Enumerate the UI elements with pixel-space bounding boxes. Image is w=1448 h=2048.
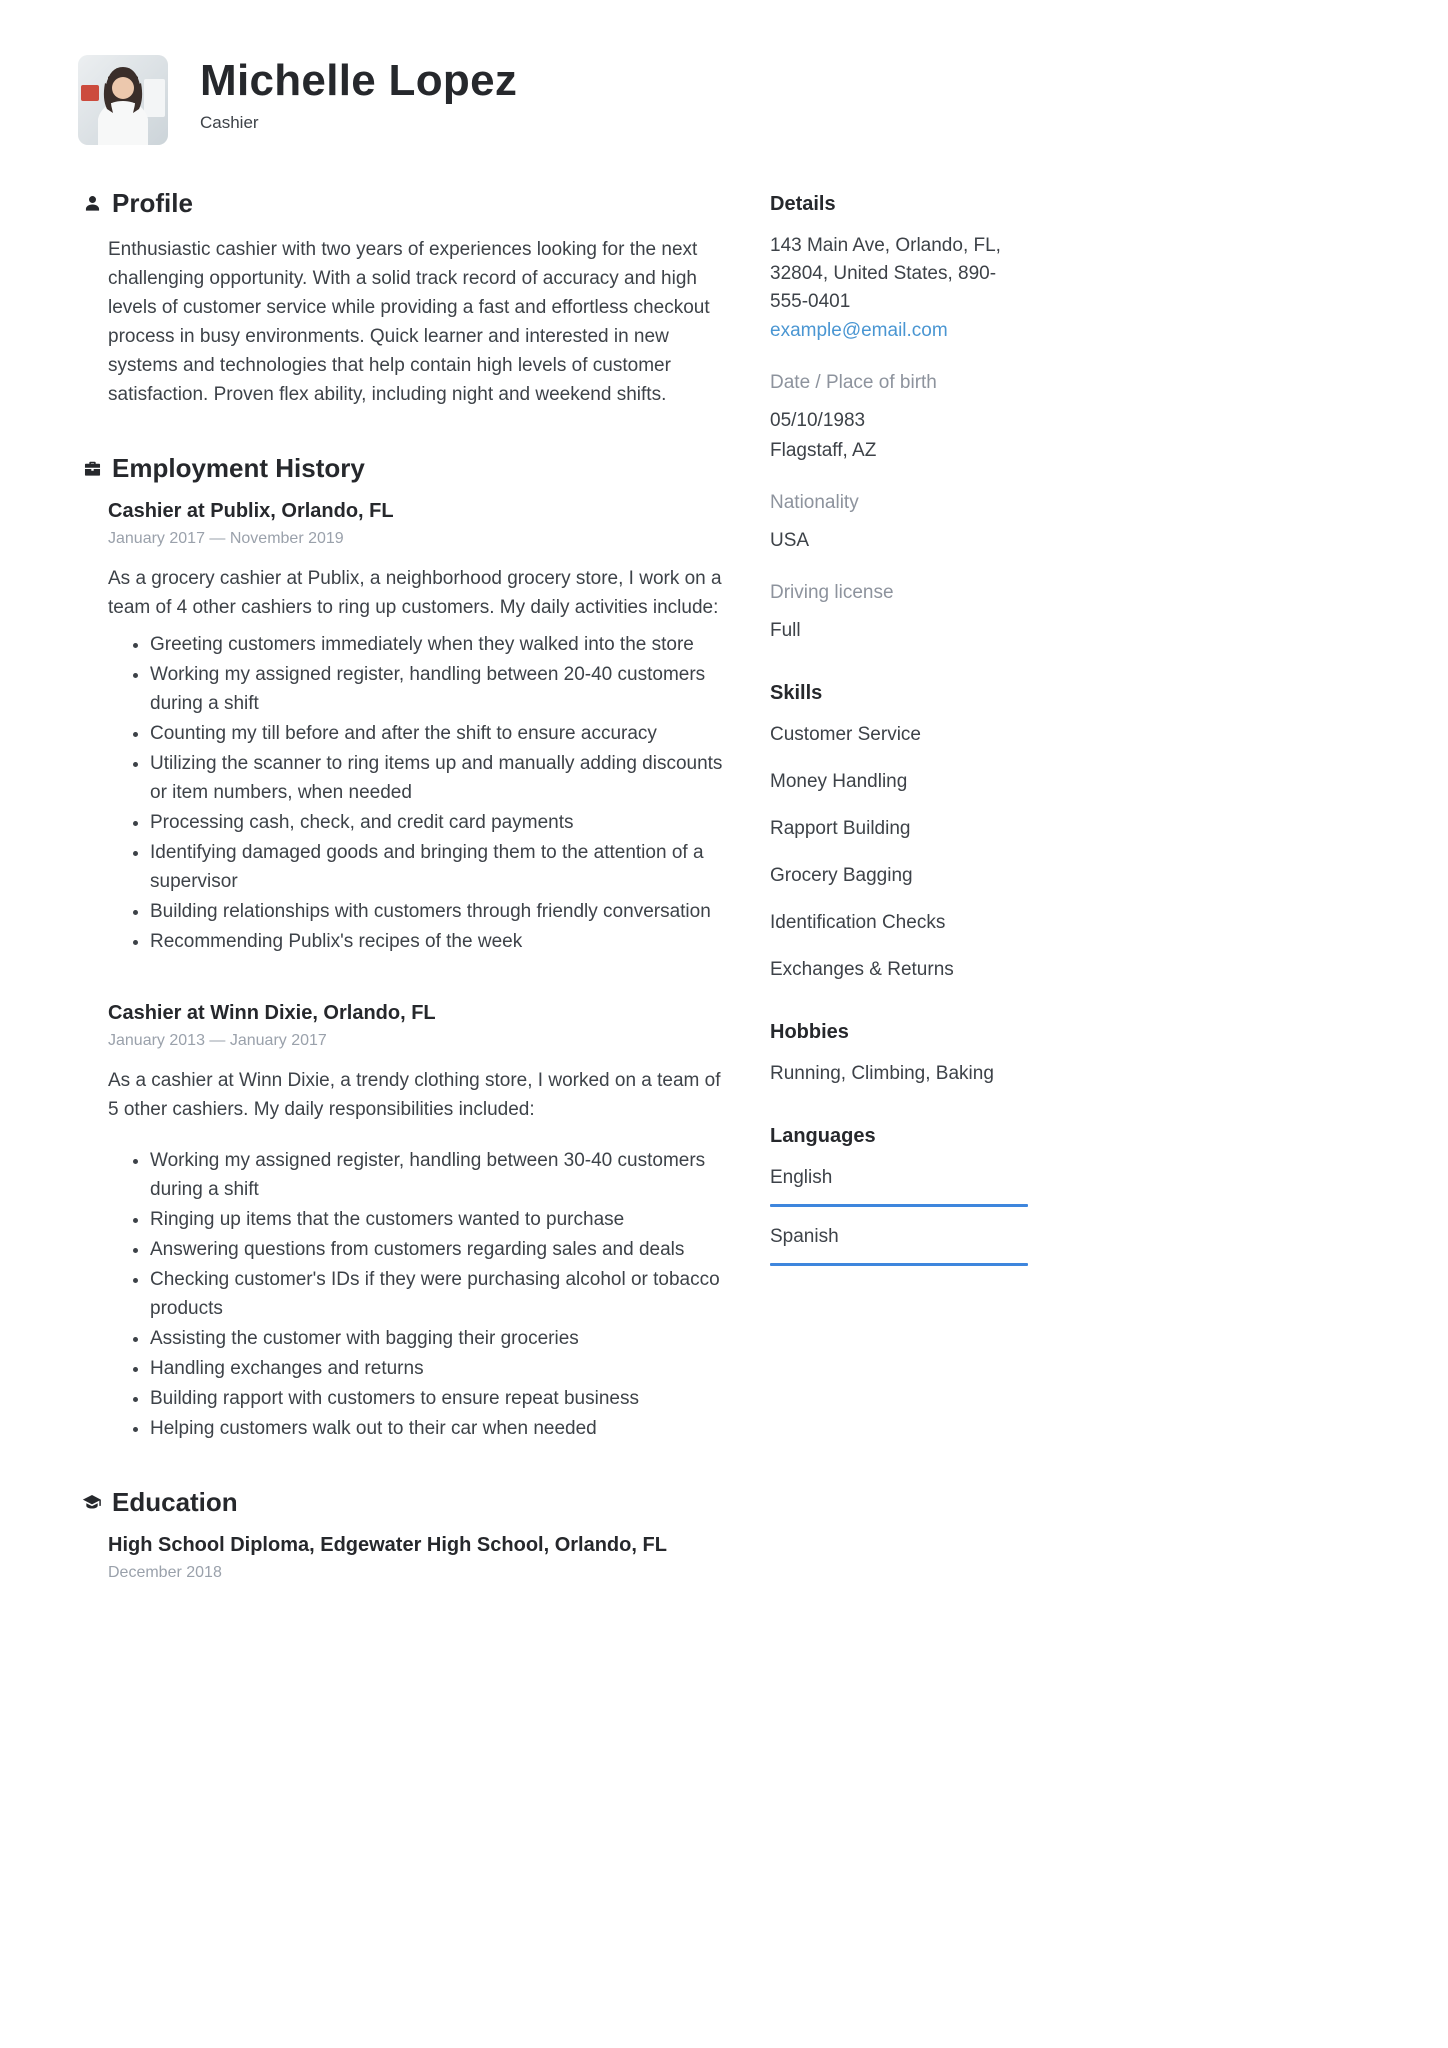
bullet-item: • Counting my till before and after the shift to ensure accuracy	[150, 719, 732, 748]
bullet-item: • Building rapport with customers to ensure repeat business	[150, 1384, 732, 1413]
bullet-item: • Working my assigned register, handling between 30-40 customers during a shift	[150, 1146, 732, 1204]
education-section-header	[82, 1487, 732, 1518]
nationality-group	[770, 489, 1028, 555]
education-dates: December 2018	[108, 1564, 222, 1581]
person-icon	[82, 194, 102, 214]
birth-place: Flagstaff, AZ	[770, 440, 877, 461]
bullet-item: • Ringing up items that the customers wanted to purchase	[150, 1205, 732, 1234]
bullet-item: • Answering questions from customers regarding sales and deals	[150, 1235, 732, 1264]
skills-group	[770, 679, 1028, 984]
nationality-value: USA	[770, 530, 810, 551]
hobbies-group	[770, 1018, 1028, 1088]
language-item: English	[770, 1167, 833, 1188]
job-intro: As a grocery cashier at Publix, a neighborhood grocery store, I work on a team of 4 other cashiers to ring up customers. My daily activities include:	[108, 568, 722, 618]
hobbies-heading: Hobbies	[770, 1021, 849, 1043]
bullet-item: • Helping customers walk out to their car when needed	[150, 1414, 732, 1443]
bullet-item: • Greeting customers immediately when they walked into the store	[150, 630, 732, 659]
skill-item: Money Handling	[770, 771, 908, 792]
bullet-item: • Recommending Publix's recipes of the week	[150, 927, 732, 956]
hobbies-text: Running, Climbing, Baking	[770, 1063, 994, 1084]
candidate-job-title: Cashier	[200, 113, 259, 132]
bullet-item: • Building relationships with customers through friendly conversation	[150, 897, 732, 926]
languages-group	[770, 1122, 1028, 1266]
section-employment	[82, 453, 732, 1443]
header	[78, 55, 517, 145]
language-level-bar	[770, 1204, 1028, 1207]
details-heading: Details	[770, 193, 836, 215]
skill-item: Exchanges & Returns	[770, 959, 954, 980]
job-intro: As a cashier at Winn Dixie, a trendy clothing store, I worked on a team of 5 other cashiers. My daily responsibilities included:	[108, 1070, 721, 1120]
bullet-item: • Identifying damaged goods and bringing them to the attention of a supervisor	[150, 838, 732, 896]
sidebar	[770, 190, 1028, 1282]
education-body	[108, 1534, 732, 1582]
main-column	[82, 188, 732, 1626]
email-link[interactable]: example@email.com	[770, 320, 948, 341]
section-education	[82, 1487, 732, 1582]
details-group	[770, 190, 1028, 345]
bullet-item: • Processing cash, check, and credit card payments	[150, 808, 732, 837]
bullet-item: • Assisting the customer with bagging their groceries	[150, 1324, 732, 1353]
bullet-item: • Handling exchanges and returns	[150, 1354, 732, 1383]
birth-date: 05/10/1983	[770, 410, 866, 431]
profile-heading: Profile	[112, 188, 193, 218]
profile-body	[108, 235, 732, 409]
birth-group	[770, 369, 1028, 465]
driving-license-group	[770, 579, 1028, 645]
language-item: Spanish	[770, 1226, 839, 1247]
education-degree: High School Diploma, Edgewater High School, Orlando, FL	[108, 1534, 667, 1556]
languages-heading: Languages	[770, 1125, 876, 1147]
profile-text: Enthusiastic cashier with two years of experiences looking for the next challenging opportunity. With a solid track record of accuracy and high levels of customer service while providing a fast and effortless checkout process in busy environments. Quick learner and interested in new systems and technologies that help contain high levels of customer satisfaction. Proven flex ability, including night and weekend shifts.	[108, 239, 710, 405]
graduation-cap-icon	[82, 1493, 102, 1513]
header-text	[200, 55, 517, 133]
driving-license-label: Driving license	[770, 582, 894, 603]
job-bullet-list	[108, 1146, 732, 1443]
bullet-item: • Working my assigned register, handling between 20-40 customers during a shift	[150, 660, 732, 718]
address-text: 143 Main Ave, Orlando, FL, 32804, United States, 890-555-0401	[770, 235, 1001, 312]
job-entry-winn-dixie	[108, 1002, 732, 1443]
section-profile	[82, 188, 732, 409]
education-heading: Education	[112, 1487, 238, 1517]
job-bullet-list	[108, 630, 732, 956]
driving-license-value: Full	[770, 620, 801, 641]
profile-photo	[78, 55, 168, 145]
employment-heading: Employment History	[112, 453, 365, 483]
profile-photo-image	[78, 55, 168, 145]
candidate-name: Michelle Lopez	[200, 56, 518, 105]
job-title: Cashier at Winn Dixie, Orlando, FL	[108, 1002, 436, 1024]
bullet-item: • Checking customer's IDs if they were purchasing alcohol or tobacco products	[150, 1265, 732, 1323]
birth-label: Date / Place of birth	[770, 372, 937, 393]
profile-section-header	[82, 188, 732, 219]
skill-item: Customer Service	[770, 724, 921, 745]
job-dates: January 2017 — November 2019	[108, 530, 344, 547]
job-dates: January 2013 — January 2017	[108, 1032, 327, 1049]
bullet-item: • Utilizing the scanner to ring items up and manually adding discounts or item numbers, when needed	[150, 749, 732, 807]
skills-heading: Skills	[770, 682, 823, 704]
job-title: Cashier at Publix, Orlando, FL	[108, 500, 394, 522]
job-entry-publix	[108, 500, 732, 956]
skill-item: Identification Checks	[770, 912, 946, 933]
employment-section-header	[82, 453, 732, 484]
employment-body	[108, 500, 732, 1443]
nationality-label: Nationality	[770, 492, 859, 513]
language-level-bar	[770, 1263, 1028, 1266]
skill-item: Rapport Building	[770, 818, 911, 839]
briefcase-icon	[82, 459, 102, 479]
skill-item: Grocery Bagging	[770, 865, 913, 886]
